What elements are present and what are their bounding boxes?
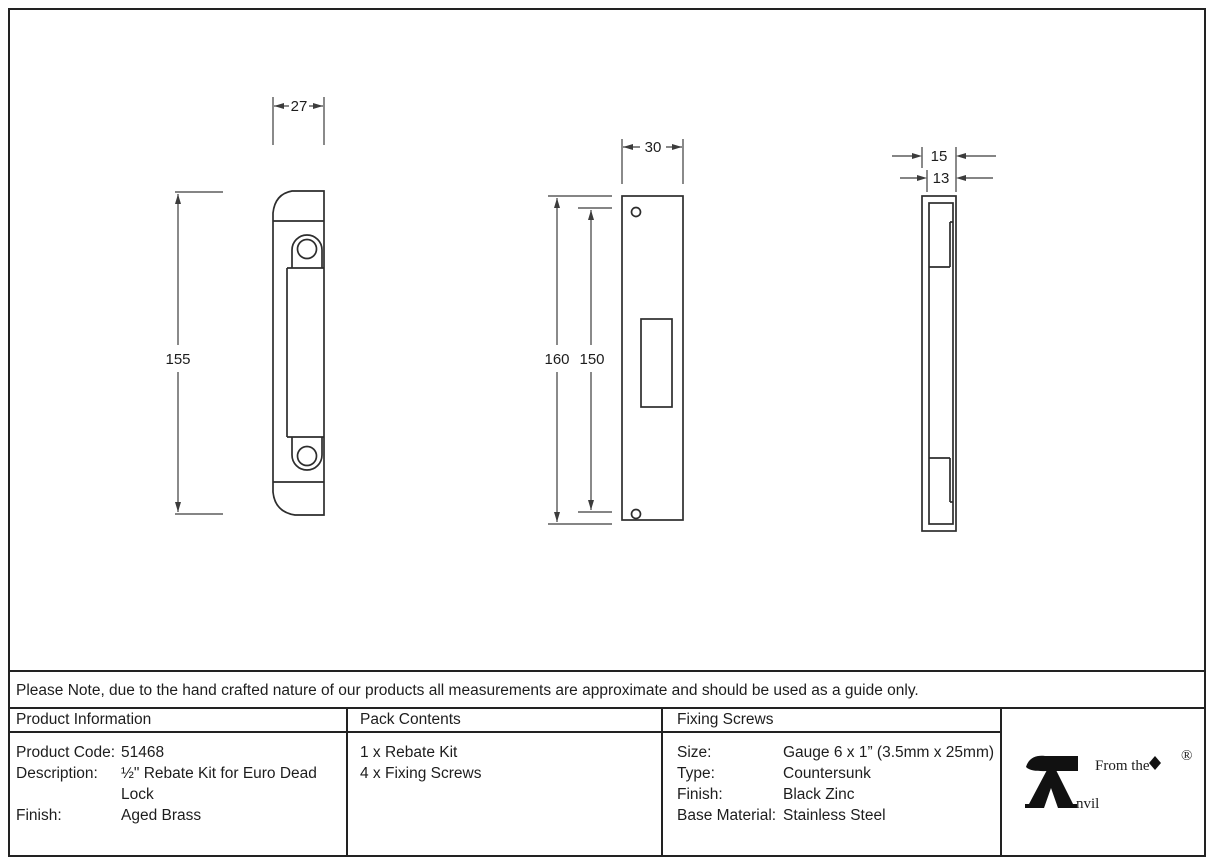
logo-tagline: From the [1095,758,1150,774]
dim-label-155: 155 [165,351,191,368]
disclaimer-bar [10,670,1204,707]
product-code-label: Product Code: [16,744,116,761]
product-info-table [10,707,1204,855]
description-label: Description: [16,765,98,782]
dim-label-160: 160 [544,351,570,368]
screw-size-value: Gauge 6 x 1” (3.5mm x 25mm) [783,744,995,761]
face-plate-outline [622,196,683,520]
dim-label-30: 30 [644,139,662,156]
technical-drawings [10,10,1204,670]
side-outline [922,196,956,531]
screw-material-value: Stainless Steel [783,807,886,824]
logo-wordmark: nvil [1076,796,1100,812]
diamond-dot-icon [1149,756,1161,770]
screw-finish-value: Black Zinc [783,786,855,803]
product-code-row [16,742,346,763]
registered-trademark: ® [1181,748,1193,764]
pack-contents-header: Pack Contents [348,709,661,733]
disclaimer-text: Please Note, due to the hand crafted nature of our products all measurements are approximate and should be used as a guide only. [16,681,919,699]
pack-item: 4 x Fixing Screws [360,765,482,782]
fixing-screws-column [661,709,1000,855]
drawings-canvas [10,10,1204,670]
description-value: ½" Rebate Kit for Euro Dead Lock [121,765,317,803]
dim-label-150: 150 [579,351,605,368]
screw-material-label: Base Material: [677,807,777,824]
top-screw-hole [298,240,317,259]
screw-type-value: Countersunk [783,765,871,782]
pack-contents-column [346,709,661,855]
screw-size-row [677,742,1000,763]
anvil-icon-legs [1025,770,1077,808]
screw-material-row [677,805,1000,826]
dim-label-13: 13 [932,170,950,187]
drawing-side-view [922,196,956,531]
description-row [16,763,346,805]
pack-item: 1 x Rebate Kit [360,744,458,761]
spec-sheet [8,8,1206,857]
finish-value: Aged Brass [121,807,202,824]
dim-label-15: 15 [930,148,948,165]
product-information-header: Product Information [10,709,346,733]
screw-size-label: Size: [677,744,712,761]
screw-type-label: Type: [677,765,715,782]
from-the-anvil-logo [1003,712,1203,852]
anvil-icon [1026,756,1078,771]
fixing-screws-header: Fixing Screws [663,709,1000,733]
brand-logo-cell [1000,709,1204,855]
drawing-face-plate [622,196,683,520]
screw-finish-label: Finish: [677,786,723,803]
product-code-value: 51468 [121,744,165,761]
dim-label-27: 27 [290,98,308,115]
finish-label: Finish: [16,807,62,824]
bottom-screw-hole [298,447,317,466]
product-information-column [10,709,346,855]
drawing-front-profile [273,191,324,515]
finish-row [16,805,346,826]
screw-finish-row [677,784,1000,805]
screw-type-row [677,763,1000,784]
